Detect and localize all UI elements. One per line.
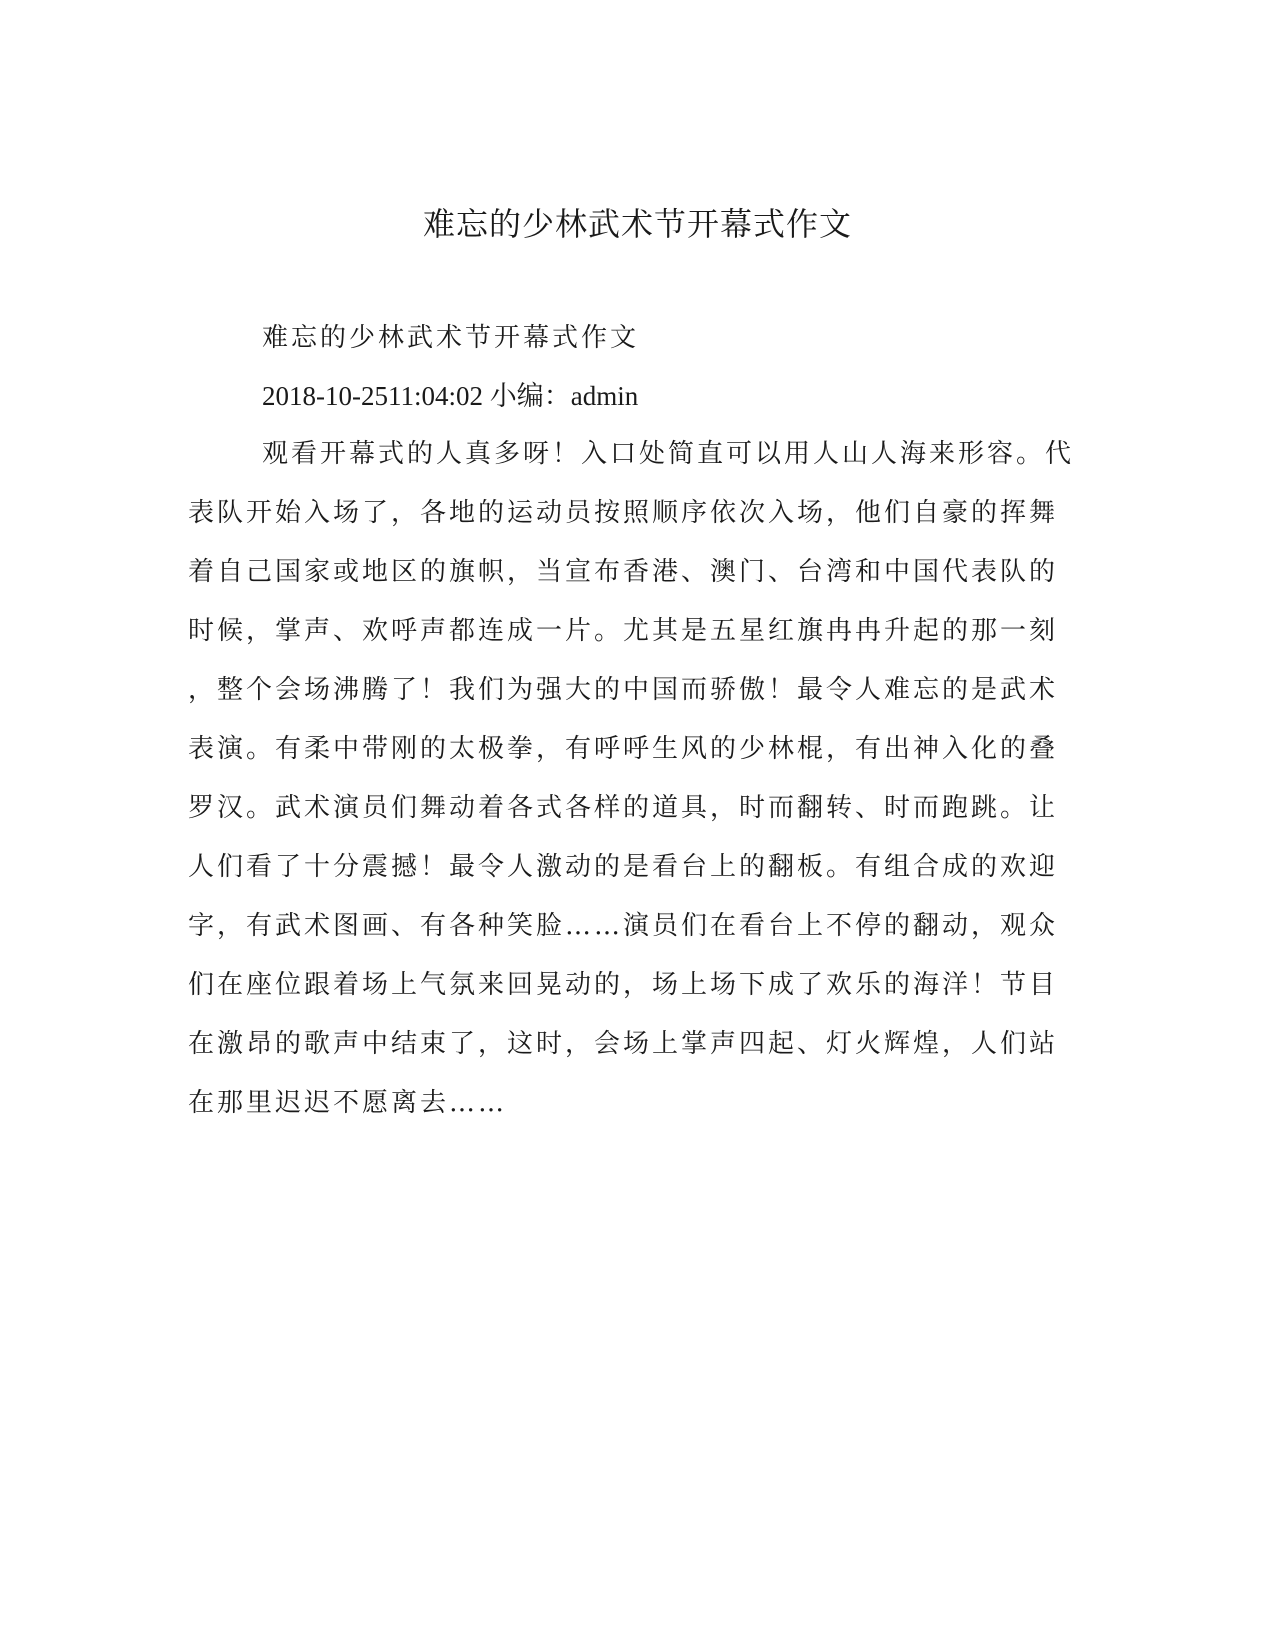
post-meta: 2018-10-2511:04:02 小编：admin bbox=[262, 381, 639, 411]
body-line-12: 在那里迟迟不愿离去…… bbox=[188, 1088, 508, 1118]
body-line-10: 们在座位跟着场上气氛来回晃动的，场上场下成了欢乐的海洋！节目 bbox=[188, 970, 1059, 1000]
body-line-11: 在激昂的歌声中结束了，这时，会场上掌声四起、灯火辉煌，人们站 bbox=[188, 1029, 1059, 1059]
body-line-4: 时候，掌声、欢呼声都连成一片。尤其是五星红旗冉冉升起的那一刻 bbox=[188, 616, 1059, 646]
body-line-3: 着自己国家或地区的旗帜，当宣布香港、澳门、台湾和中国代表队的 bbox=[188, 557, 1059, 587]
body-line-9: 字，有武术图画、有各种笑脸……演员们在看台上不停的翻动，观众 bbox=[188, 911, 1059, 941]
body-line-7: 罗汉。武术演员们舞动着各式各样的道具，时而翻转、时而跑跳。让 bbox=[188, 793, 1059, 823]
body-line-6: 表演。有柔中带刚的太极拳，有呼呼生风的少林棍，有出神入化的叠 bbox=[188, 734, 1059, 764]
document-subtitle: 难忘的少林武术节开幕式作文 bbox=[262, 323, 640, 353]
body-line-8: 人们看了十分震撼！最令人激动的是看台上的翻板。有组合成的欢迎 bbox=[188, 852, 1059, 882]
body-line-1: 观看开幕式的人真多呀！入口处简直可以用人山人海来形容。代 bbox=[262, 439, 1075, 469]
body-line-2: 表队开始入场了，各地的运动员按照顺序依次入场，他们自豪的挥舞 bbox=[188, 498, 1059, 528]
document-title: 难忘的少林武术节开幕式作文 bbox=[422, 205, 852, 243]
body-line-5: ，整个会场沸腾了！我们为强大的中国而骄傲！最令人难忘的是武术 bbox=[188, 675, 1059, 705]
